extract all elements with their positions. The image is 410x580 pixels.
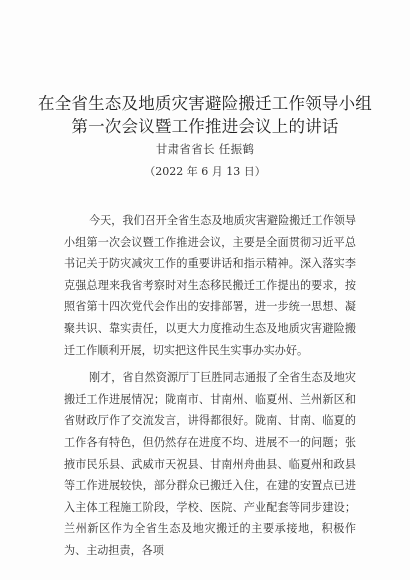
body-paragraph-2: 刚才，省自然资源厅丁巨胜同志通报了全省生态及地灾搬迁工作进展情况；陇南市、甘南州、临夏州、兰州新区和省财政厅作了交流发言，讲得都很好。陇南、甘南、临夏的工作各有特色，但仍然存在进度不均、进展不一的问题；张掖市民乐县、武威市天祝县、甘南州舟曲县、临夏州和政县等工作进展较快，部分群众已搬迁入住，在建的安置点已进入主体工程施工阶段，学校、医院、产业配套等同步建设；兰州新区作为全省生态及地灾搬迁的主要承接地，积极作为、主动担责，各项 [64,371,356,557]
speech-title-line-1: 在全省生态及地质灾害避险搬迁工作领导小组 [38,94,372,113]
body-paragraph-1: 今天，我们召开全省生态及地质灾害避险搬迁工作领导小组第一次会议暨工作推进会议，主要是全面贯彻习近平总书记关于防灾减灾工作的重要讲话和指示精神。深入落实李克强总理来我省考察时对生态移民搬迁工作提出的要求，按照省第十四次党代会作出的安排部署，进一步统一思想、凝聚共识、靠实责任，以更大力度推动生态及地质灾害避险搬迁工作顺利开展，切实把这件民生实事办实办好。 [64,214,356,357]
speaker-byline: 甘肃省省长 任振鹤 [155,142,255,156]
speech-date: （2022 年 6 月 13 日） [144,165,266,178]
speech-title-line-2: 第一次会议暨工作推进会议上的讲话 [71,117,339,136]
speech-body [64,210,356,568]
speech-header [0,92,410,181]
